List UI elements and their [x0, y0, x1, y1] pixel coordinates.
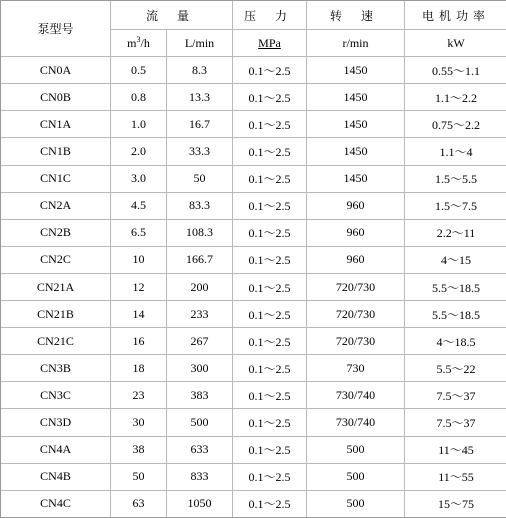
cell-model: CN21C	[1, 328, 111, 355]
cell-power: 0.55～1.1	[405, 57, 506, 84]
cell-pressure: 0.1～2.5	[233, 166, 307, 193]
cell-speed: 500	[307, 437, 405, 464]
cell-model: CN0B	[1, 84, 111, 111]
cell-flow-m3h: 4.5	[111, 193, 167, 220]
cell-model: CN4A	[1, 437, 111, 464]
cell-flow-m3h: 23	[111, 382, 167, 409]
cell-power: 1.1～4	[405, 138, 506, 165]
header-unit-m3h: $m^3/h$	[111, 30, 167, 57]
cell-flow-lmin: 13.3	[167, 84, 233, 111]
table-row	[1, 111, 506, 138]
cell-flow-m3h: 50	[111, 464, 167, 491]
cell-speed: 1450	[307, 166, 405, 193]
cell-flow-lmin: 833	[167, 464, 233, 491]
table-row	[1, 382, 506, 409]
cell-speed: 960	[307, 193, 405, 220]
cell-power: 1.1～2.2	[405, 84, 506, 111]
cell-speed: 730	[307, 355, 405, 382]
cell-flow-m3h: 0.8	[111, 84, 167, 111]
cell-pressure: 0.1～2.5	[233, 382, 307, 409]
cell-power: 1.5～7.5	[405, 193, 506, 220]
cell-model: CN2A	[1, 193, 111, 220]
cell-flow-m3h: 16	[111, 328, 167, 355]
cell-flow-lmin: 33.3	[167, 138, 233, 165]
cell-pressure: 0.1～2.5	[233, 464, 307, 491]
cell-power: 5.5～18.5	[405, 301, 506, 328]
cell-flow-m3h: 10	[111, 247, 167, 274]
cell-flow-m3h: 38	[111, 437, 167, 464]
table-row	[1, 138, 506, 165]
cell-pressure: 0.1～2.5	[233, 84, 307, 111]
table-row	[1, 84, 506, 111]
cell-flow-lmin: 633	[167, 437, 233, 464]
header-unit-kw: kW	[405, 30, 506, 57]
header-pressure: 压 力	[233, 1, 307, 30]
cell-flow-lmin: 233	[167, 301, 233, 328]
cell-pressure: 0.1～2.5	[233, 491, 307, 517]
cell-power: 15～75	[438, 497, 475, 512]
cell-flow-m3h: 2.0	[111, 138, 167, 165]
table-row	[1, 193, 506, 220]
cell-pressure: 0.1～2.5	[233, 355, 307, 382]
cell-speed: 960	[307, 220, 405, 247]
cell-speed: 720/730	[307, 328, 405, 355]
cell-speed: 1450	[307, 84, 405, 111]
cell-pressure: 0.1～2.5	[233, 409, 307, 436]
header-model: 泵型号	[1, 1, 111, 57]
cell-flow-m3h: 0.5	[111, 57, 167, 84]
header-unit-lmin: L/min	[167, 30, 233, 57]
table-row	[1, 220, 506, 247]
cell-speed: 500	[307, 491, 405, 517]
cell-flow-lmin: 16.7	[167, 111, 233, 138]
cell-model: CN4C	[1, 491, 111, 517]
cell-flow-m3h: 12	[111, 274, 167, 301]
cell-pressure: 0.1～2.5	[233, 220, 307, 247]
cell-model: CN1A	[1, 111, 111, 138]
cell-flow-lmin: 83.3	[167, 193, 233, 220]
table-row	[1, 464, 506, 491]
cell-flow-m3h: 63	[111, 491, 167, 517]
cell-pressure: 0.1～2.5	[233, 437, 307, 464]
cell-pressure: 0.1～2.5	[233, 247, 307, 274]
cell-power: 4～15	[405, 247, 506, 274]
cell-flow-lmin: 300	[167, 355, 233, 382]
cell-pressure: 0.1～2.5	[233, 328, 307, 355]
cell-flow-m3h: 1.0	[111, 111, 167, 138]
cell-model: CN1C	[1, 166, 111, 193]
cell-speed: 730/740	[307, 382, 405, 409]
table-row	[1, 301, 506, 328]
cell-flow-m3h: 30	[111, 409, 167, 436]
cell-speed: 960	[307, 247, 405, 274]
cell-model: CN21A	[1, 274, 111, 301]
cell-flow-lmin: 8.3	[167, 57, 233, 84]
cell-pressure: 0.1～2.5	[233, 274, 307, 301]
cell-pressure: 0.1～2.5	[233, 138, 307, 165]
cell-speed: 500	[307, 464, 405, 491]
cell-model: CN4B	[1, 464, 111, 491]
cell-flow-lmin: 383	[167, 382, 233, 409]
cell-model: CN0A	[1, 57, 111, 84]
cell-flow-lmin: 108.3	[167, 220, 233, 247]
cell-flow-m3h: 3.0	[111, 166, 167, 193]
cell-power: 2.2～11	[405, 220, 506, 247]
cell-power: 11～45	[405, 437, 506, 464]
cell-model: CN3B	[1, 355, 111, 382]
cell-model: CN3C	[1, 382, 111, 409]
cell-flow-lmin: 500	[167, 409, 233, 436]
cell-flow-lmin: 50	[167, 166, 233, 193]
cell-power: 0.75～2.2	[405, 111, 506, 138]
cell-power: 7.5～37	[405, 409, 506, 436]
header-unit-rmin: r/min	[307, 30, 405, 57]
cell-flow-lmin: 166.7	[167, 247, 233, 274]
table-row	[1, 247, 506, 274]
cell-power: 1.5～5.5	[405, 166, 506, 193]
header-unit-mpa: MPa	[233, 30, 307, 57]
cell-power: 5.5～22	[405, 355, 506, 382]
cell-flow-m3h: 6.5	[111, 220, 167, 247]
cell-pressure: 0.1～2.5	[233, 57, 307, 84]
table-row	[1, 355, 506, 382]
cell-model: CN2C	[1, 247, 111, 274]
cell-power: 4～18.5	[405, 328, 506, 355]
cell-model: CN3D	[1, 409, 111, 436]
cell-speed: 720/730	[307, 301, 405, 328]
cell-speed: 730/740	[307, 409, 405, 436]
cell-flow-lmin: 200	[167, 274, 233, 301]
table-row	[1, 328, 506, 355]
cell-power: 5.5～18.5	[405, 274, 506, 301]
table-row	[1, 57, 506, 84]
cell-pressure: 0.1～2.5	[233, 111, 307, 138]
cell-speed: 1450	[307, 57, 405, 84]
cell-speed: 1450	[307, 138, 405, 165]
cell-speed: 1450	[307, 111, 405, 138]
header-power: 电机功率	[405, 1, 506, 30]
table-row	[1, 409, 506, 436]
cell-speed: 720/730	[307, 274, 405, 301]
cell-flow-m3h: 14	[111, 301, 167, 328]
table-row	[1, 491, 506, 517]
cell-pressure: 0.1～2.5	[233, 193, 307, 220]
header-flow: 流 量	[111, 1, 233, 30]
cell-flow-lmin: 1050	[167, 491, 233, 517]
header-speed: 转 速	[307, 1, 405, 30]
table-row	[1, 166, 506, 193]
cell-pressure: 0.1～2.5	[233, 301, 307, 328]
cell-power: 11～55	[405, 464, 506, 491]
cell-model: CN2B	[1, 220, 111, 247]
cell-flow-lmin: 267	[167, 328, 233, 355]
table-row	[1, 437, 506, 464]
cell-flow-m3h: 18	[111, 355, 167, 382]
cell-model: CN1B	[1, 138, 111, 165]
table-row	[1, 274, 506, 301]
cell-power: 7.5～37	[405, 382, 506, 409]
cell-model: CN21B	[1, 301, 111, 328]
